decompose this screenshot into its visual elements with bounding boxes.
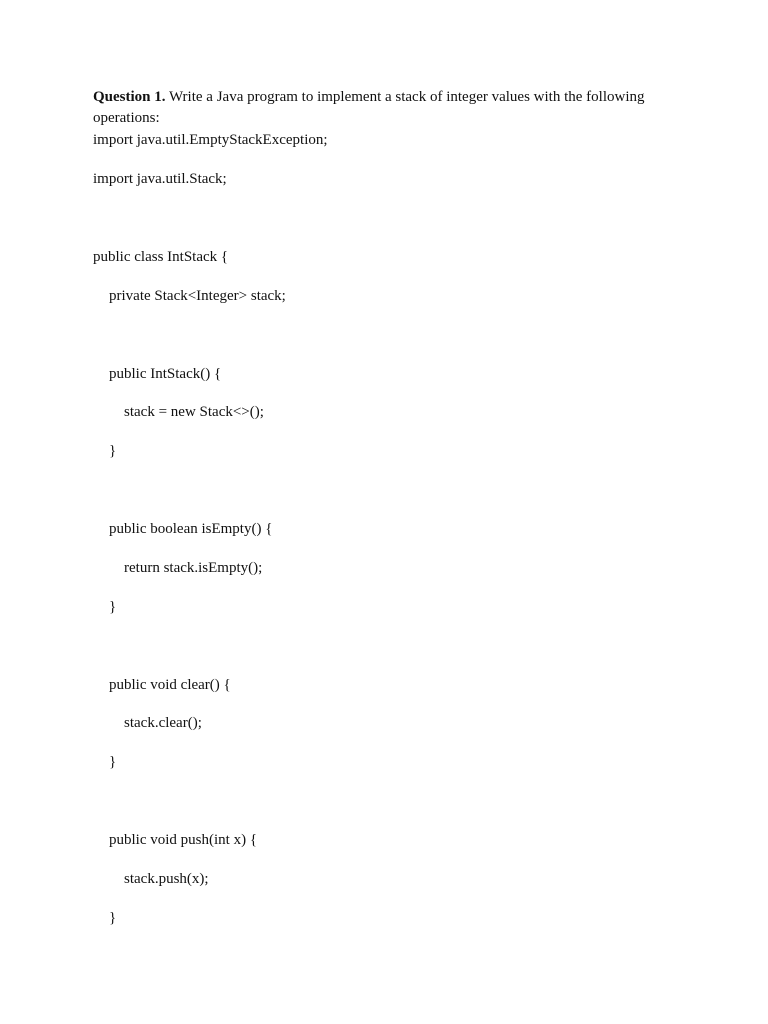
code-constructor-declaration: public IntStack() { xyxy=(109,366,222,382)
code-field-declaration: private Stack<Integer> stack; xyxy=(109,288,286,304)
code-constructor-body: stack = new Stack<>(); xyxy=(124,404,264,420)
code-constructor-close: } xyxy=(109,443,117,459)
question-label: Question 1. xyxy=(93,89,166,105)
code-push-body: stack.push(x); xyxy=(124,871,209,887)
code-import-empty-stack-exception: import java.util.EmptyStackException; xyxy=(93,132,328,148)
code-push-declaration: public void push(int x) { xyxy=(109,832,258,848)
code-push-close: } xyxy=(109,910,117,926)
code-clear-declaration: public void clear() { xyxy=(109,677,231,693)
code-clear-close: } xyxy=(109,754,117,770)
code-class-declaration: public class IntStack { xyxy=(93,249,229,265)
code-clear-body: stack.clear(); xyxy=(124,715,202,731)
question-line-2: operations: xyxy=(93,110,160,126)
question-text: Write a Java program to implement a stack of integer values with the following xyxy=(165,89,645,105)
code-isempty-close: } xyxy=(109,599,117,615)
code-isempty-declaration: public boolean isEmpty() { xyxy=(109,521,273,537)
code-import-stack: import java.util.Stack; xyxy=(93,171,227,187)
question-line-1 xyxy=(93,88,645,106)
code-isempty-body: return stack.isEmpty(); xyxy=(124,560,263,576)
